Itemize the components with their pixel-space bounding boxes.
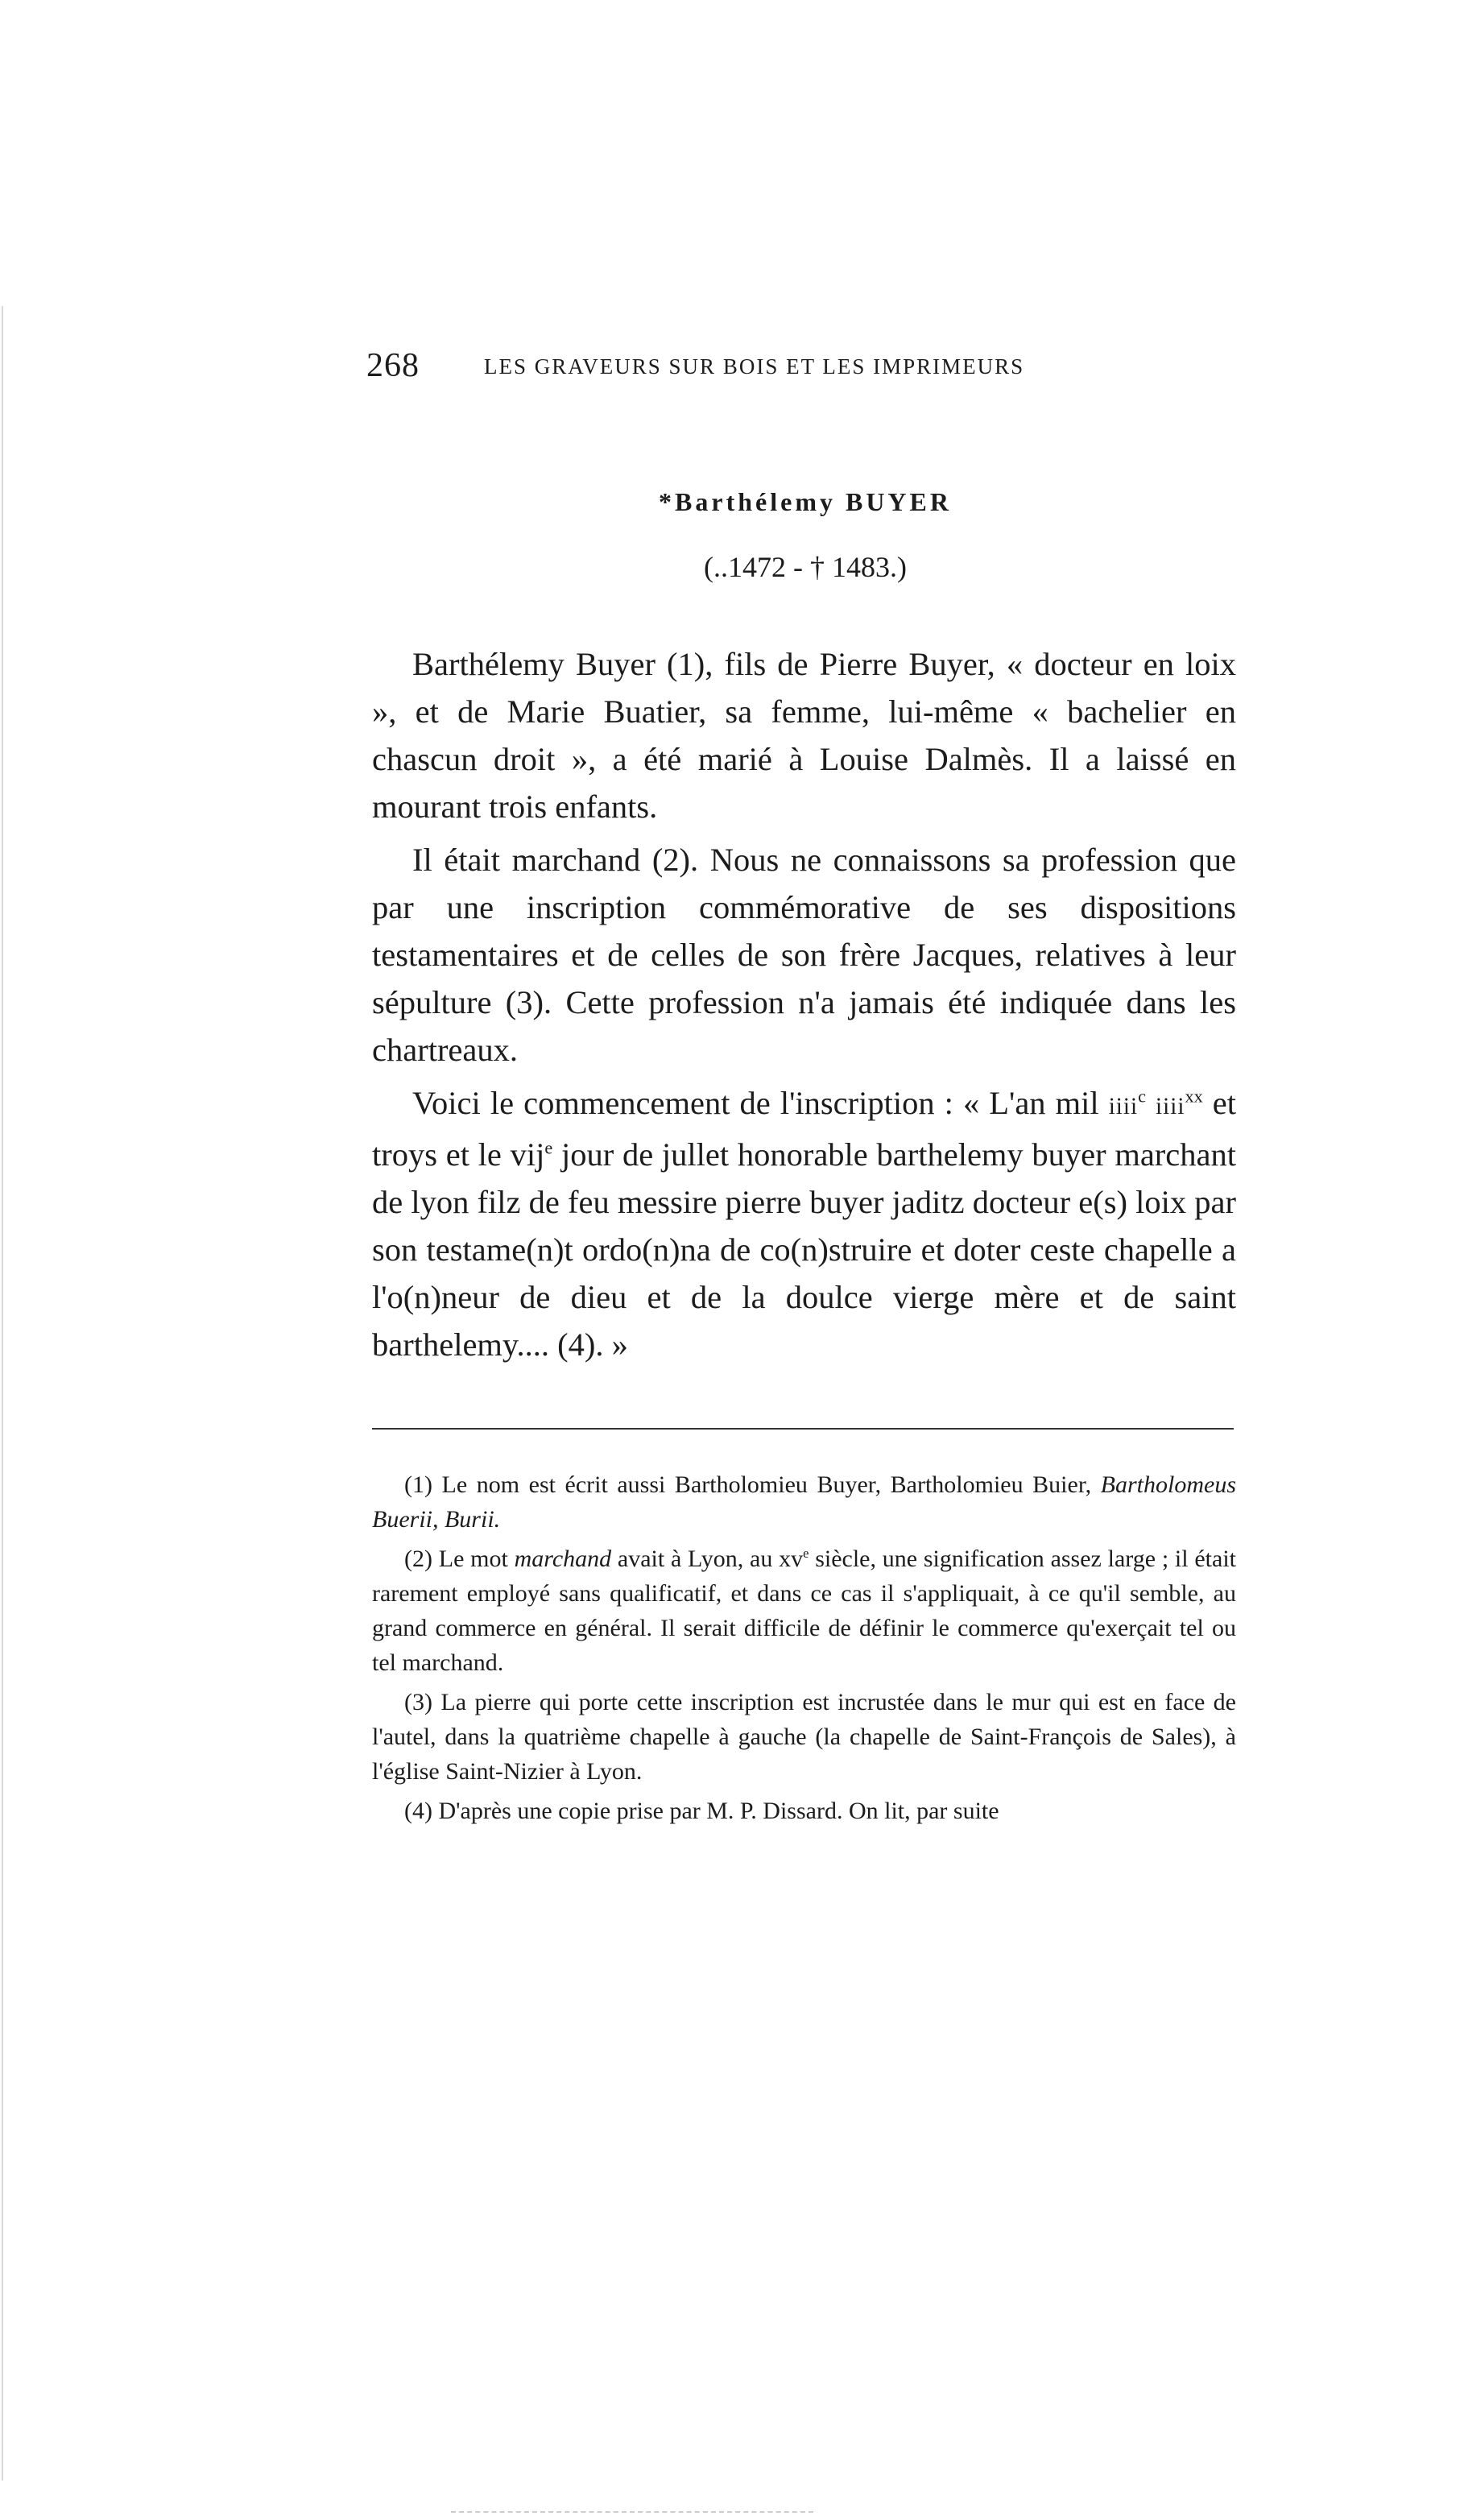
footnote-2-text-c: siècle, une signification assez large ; il était rarement employé sans qualificatif, et dans ce cas il s'appliquait, à ce qu'il semble, au grand commerce en général. Il serait difficile de définir le commerce qu'exerçait tel ou tel marchand. <box>372 1546 1236 1676</box>
footnotes <box>372 1467 1236 1833</box>
footnote-4: (4) D'après une copie prise par M. P. Dissard. On lit, par suite <box>404 1798 999 1824</box>
paragraph-3 <box>372 1079 1236 1368</box>
paragraph-3-part-b: et troys et le vij <box>372 1085 1237 1173</box>
entry-title: *Barthélemy BUYER <box>659 487 952 516</box>
footnote-2 <box>372 1541 1236 1680</box>
roman-numeral-hundreds: iiii <box>1108 1094 1139 1119</box>
running-head: LES GRAVEURS SUR BOIS ET LES IMPRIMEURS <box>484 354 1025 379</box>
footnote-2-text-a: (2) Le mot <box>404 1546 515 1572</box>
footnote-3: (3) La pierre qui porte cette inscription est incrustée dans le mur qui est en face de l'autel, dans la quatrième chapelle à gauche (la chapelle de Saint-François de Sales), à l'église Saint-Nizier à Lyon. <box>372 1689 1236 1785</box>
superscript-c: c <box>1138 1086 1146 1107</box>
paragraph-1: Barthélemy Buyer (1), fils de Pierre Buyer, « docteur en loix », et de Marie Buatier, sa femme, lui-même « bachelier en chascun droit », a été marié à Louise Dalmès. Il a laissé en mourant trois enfants. <box>372 646 1236 825</box>
footnote-separator <box>372 1428 1234 1430</box>
page-edge-line <box>2 306 3 2481</box>
footnote-2-text-b: avait à Lyon, au xv <box>611 1546 804 1572</box>
paragraph-3-part-a: Voici le commencement de l'inscription : « L'an mil <box>412 1085 1109 1121</box>
page-header <box>366 346 1236 395</box>
footnote-2-italic: marchand <box>514 1546 612 1572</box>
footnote-1-text: (1) Le nom est écrit aussi Bartholomieu Buyer, Bartholomieu Buier, <box>404 1471 1101 1498</box>
footnote-1 <box>372 1467 1236 1537</box>
entry-dates: (..1472 - † 1483.) <box>704 551 907 583</box>
page-number: 268 <box>366 347 420 384</box>
superscript-e: e <box>544 1137 553 1158</box>
footnote-2-superscript: e <box>803 1546 809 1561</box>
paragraph-2: Il était marchand (2). Nous ne connaissons sa profession que par une inscription commémorative de ses dispositions testamentaires et de celles de son frère Jacques, relatives à leur sépulture (3). Cette profession n'a jamais été indiquée dans les chartreaux. <box>372 842 1236 1068</box>
roman-numeral-twenties: iiii <box>1156 1094 1185 1119</box>
footnote-1-italic: Bartholomeus Buerii, Burii. <box>372 1471 1236 1533</box>
paragraph-3-part-c: jour de jullet honorable barthelemy buyer marchant de lyon filz de feu messire pierre buyer jaditz docteur e(s) loix par son testame(n)t ordo(n)na de co(n)struire et doter ceste chapelle a l'o(n)neur de dieu et de la doulce vierge mère et de saint barthelemy.... (4). » <box>372 1136 1236 1363</box>
superscript-xx: xx <box>1185 1086 1203 1107</box>
bottom-edge-marks <box>451 2511 813 2514</box>
body-text <box>372 640 1236 1374</box>
